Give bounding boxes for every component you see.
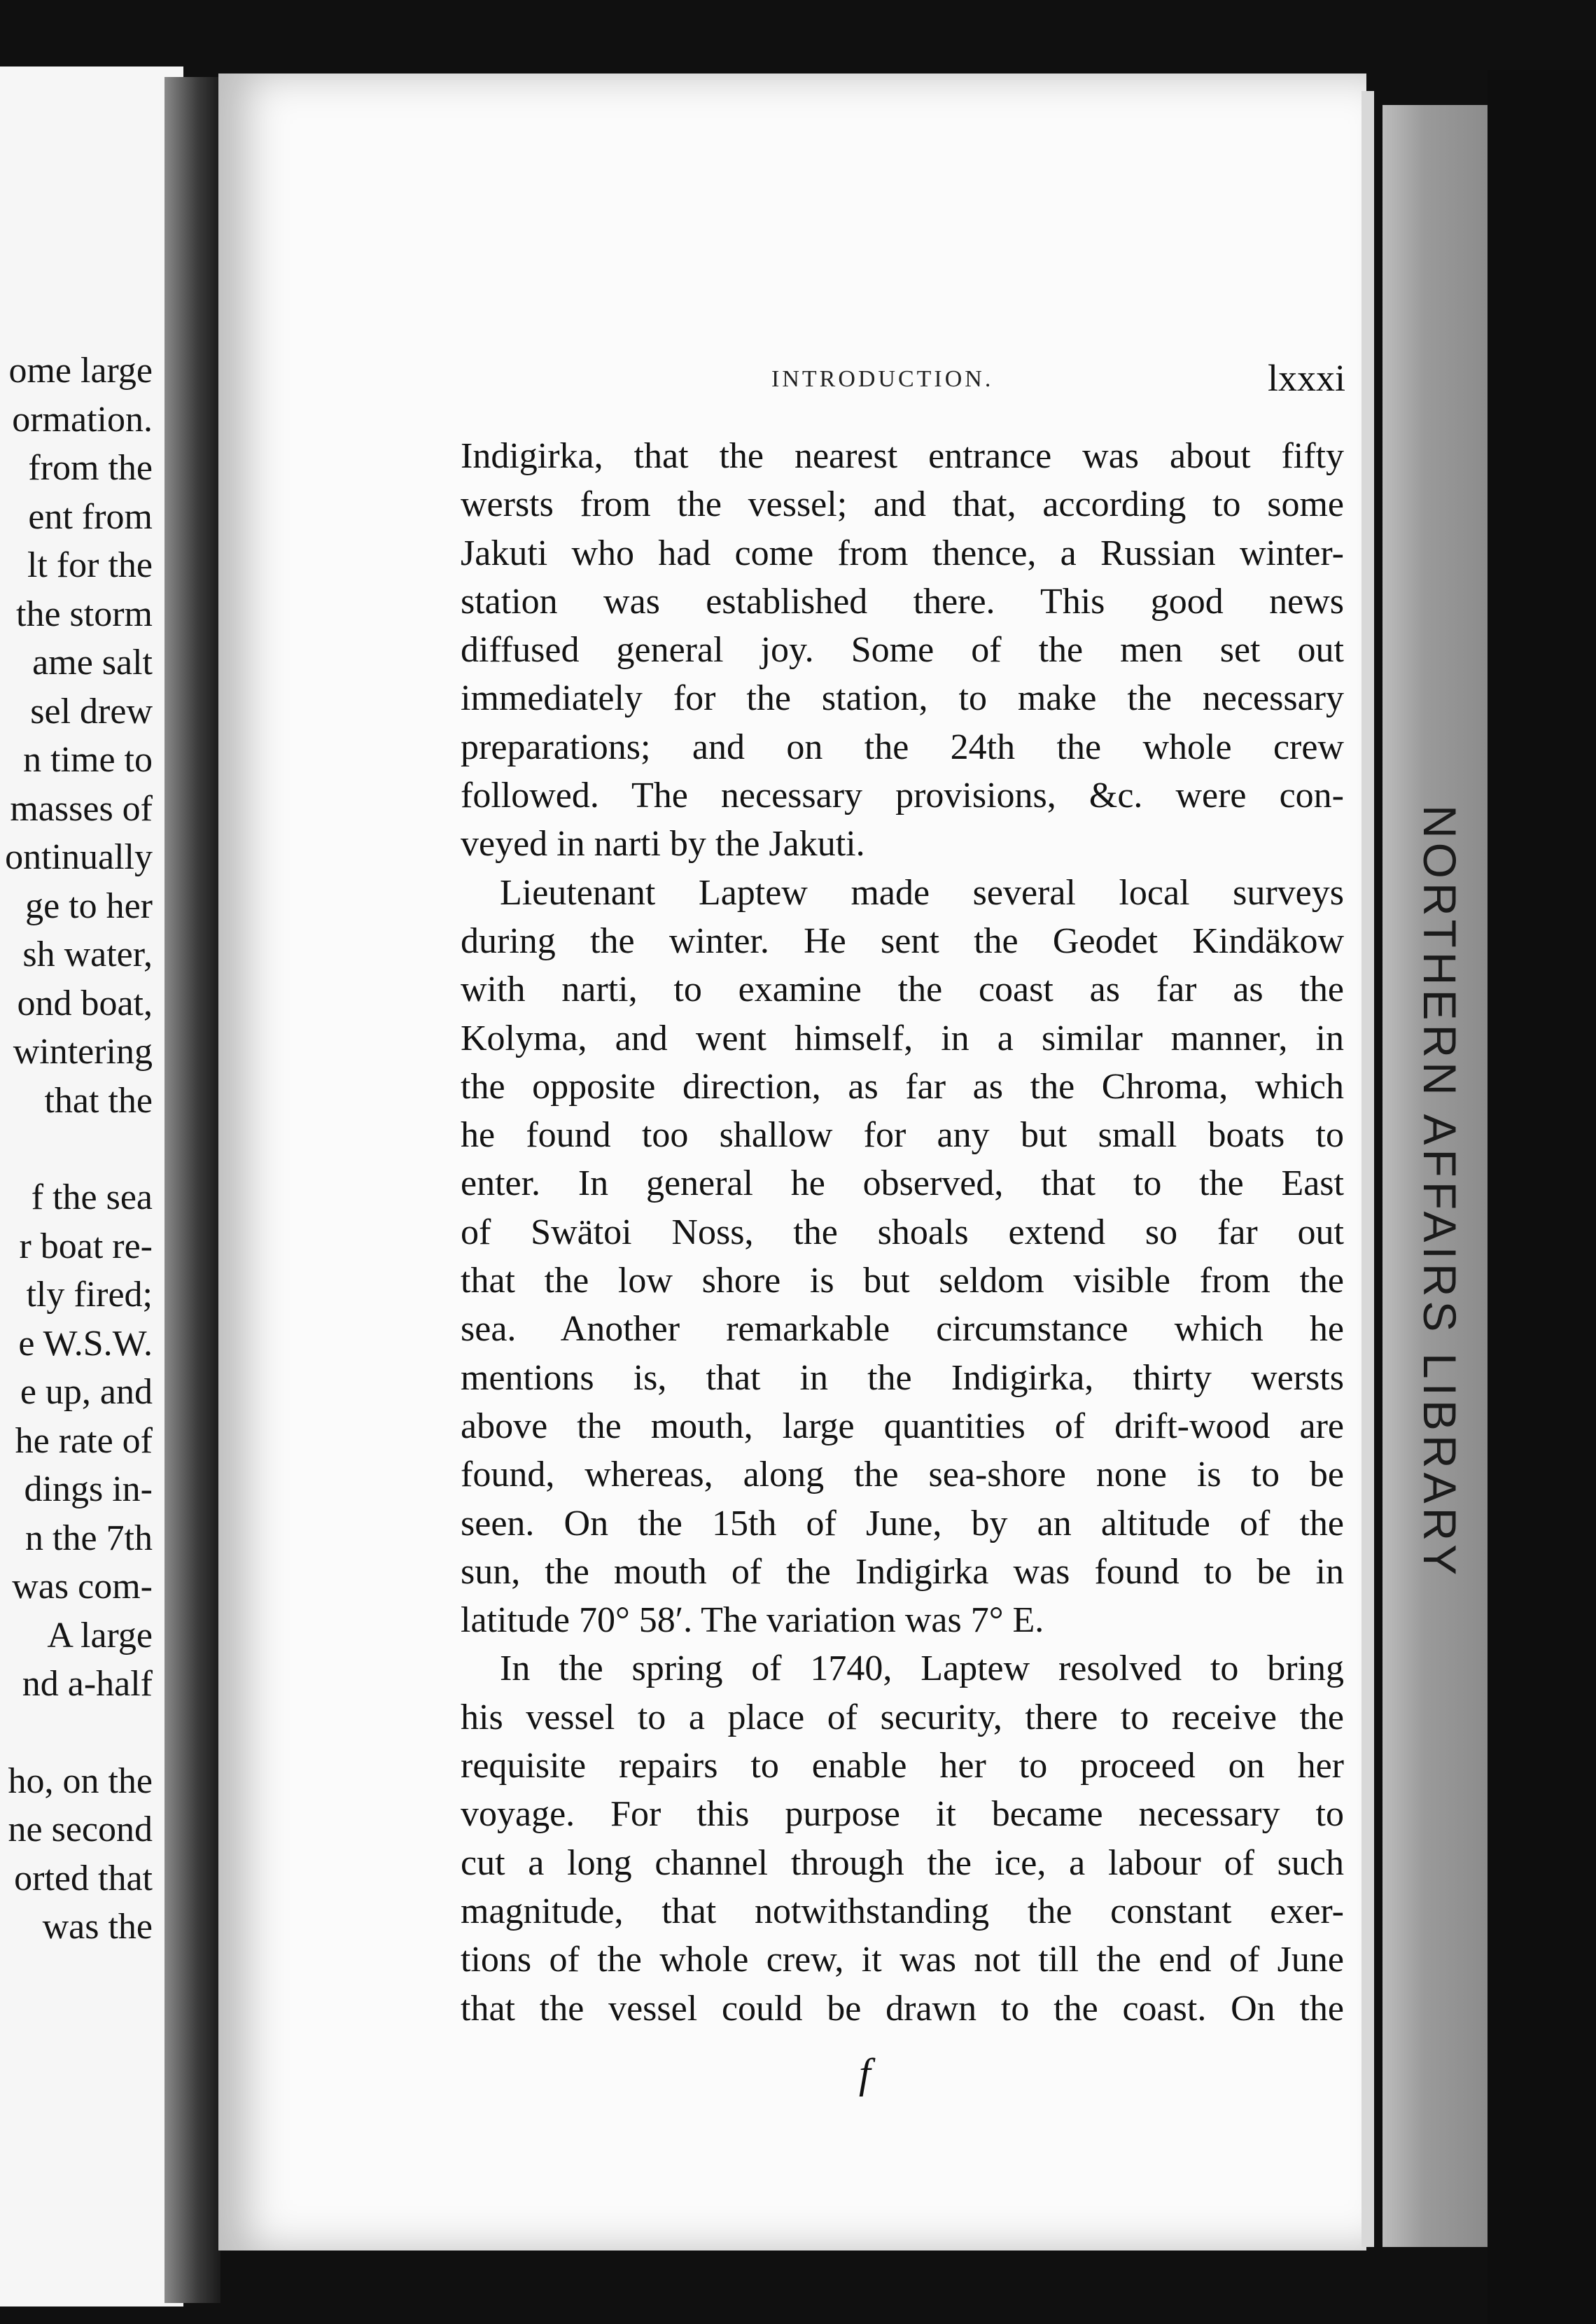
text-line: seen. On the 15th of June, by an altitude of the	[461, 1503, 1344, 1544]
left-line: was the	[42, 1907, 153, 1947]
left-line: he rate of	[15, 1420, 153, 1461]
left-line: ontinually	[5, 837, 153, 877]
left-line: ge to her	[25, 886, 153, 926]
main-page	[218, 74, 1366, 2250]
spine-label-text: NORTHERN AFFAIRS LIBRARY	[1414, 805, 1466, 1580]
left-line: ome large	[8, 351, 153, 391]
text-line: followed. The necessary provisions, &c. were con-	[461, 776, 1344, 816]
left-line: ho, on the	[8, 1760, 153, 1801]
text-line: found, whereas, along the sea-shore none is to be	[461, 1455, 1344, 1495]
text-line: voyage. For this purpose it became necessary to	[461, 1794, 1344, 1835]
left-line: masses of	[10, 788, 153, 829]
left-line: was com-	[12, 1567, 153, 1606]
text-line: sea. Another remarkable circumstance which he	[461, 1309, 1344, 1350]
text-line: with narti, to examine the coast as far as the	[461, 969, 1344, 1010]
text-line: that the vessel could be drawn to the coast. On the	[461, 1988, 1344, 2029]
book-gutter	[164, 77, 220, 2303]
left-line: r boat re-	[19, 1226, 153, 1266]
left-line: f the sea	[31, 1177, 153, 1217]
left-page-text	[0, 346, 153, 1952]
page-header	[771, 357, 1345, 402]
signature-mark: f	[859, 2050, 871, 2096]
left-line: ond boat,	[17, 983, 153, 1023]
text-line: of Swätoi Noss, the shoals extend so far out	[461, 1212, 1344, 1252]
left-line: sel drew	[30, 691, 153, 732]
left-line: n time to	[23, 740, 153, 780]
left-line: wintering	[13, 1032, 153, 1072]
text-line: veyed in narti by the Jakuti.	[461, 824, 865, 864]
book-spine	[1382, 105, 1488, 2247]
left-line: ne second	[8, 1809, 153, 1849]
left-line: lt for the	[27, 545, 153, 585]
text-line: latitude 70° 58′. The variation was 7° E.	[461, 1600, 1044, 1641]
spine-label	[1404, 805, 1466, 1855]
text-line: wersts from the vessel; and that, according to some	[461, 484, 1344, 525]
text-line: diffused general joy. Some of the men set out	[461, 630, 1344, 671]
left-line: A large	[47, 1615, 153, 1656]
paragraph-gap	[0, 1125, 153, 1173]
text-line: Kolyma, and went himself, in a similar manner, in	[461, 1018, 1344, 1058]
left-line: e W.S.W.	[18, 1323, 153, 1364]
text-line: tions of the whole crew, it was not till the end of June	[461, 1940, 1344, 1980]
text-line: Indigirka, that the nearest entrance was about fifty	[461, 436, 1344, 476]
text-line: preparations; and on the 24th the whole crew	[461, 727, 1344, 767]
left-line: the storm	[16, 594, 153, 634]
text-line: magnitude, that notwithstanding the constant exer-	[461, 1891, 1344, 1931]
left-line: from the	[28, 448, 153, 488]
text-line: he found too shallow for any but small boats to	[461, 1115, 1344, 1156]
text-line: sun, the mouth of the Indigirka was found to be in	[461, 1551, 1344, 1592]
text-line: during the winter. He sent the Geodet Kindäkow	[461, 920, 1344, 961]
text-line: above the mouth, large quantities of drift-wood are	[461, 1406, 1344, 1446]
text-line: requisite repairs to enable her to proceed on her	[461, 1746, 1344, 1786]
left-line: ormation.	[12, 399, 153, 440]
text-line: the opposite direction, as far as the Chroma, which	[461, 1066, 1344, 1107]
body-text	[461, 432, 1344, 2033]
running-head: INTRODUCTION.	[771, 366, 994, 392]
left-line: nd a-half	[22, 1664, 153, 1704]
page-number: lxxxi	[1267, 357, 1345, 399]
left-line: orted that	[14, 1858, 153, 1898]
left-line: ent from	[28, 496, 153, 537]
facing-left-page	[0, 66, 183, 2306]
paragraph-gap	[0, 1709, 153, 1757]
left-line: that the	[44, 1080, 153, 1121]
left-line: sh water,	[22, 934, 153, 974]
text-line: Lieutenant Laptew made several local surveys	[500, 872, 1344, 913]
left-line: e up, and	[20, 1372, 153, 1412]
text-line: Jakuti who had come from thence, a Russian winter-	[461, 533, 1344, 573]
text-line: immediately for the station, to make the necessary	[461, 678, 1344, 719]
text-line: mentions is, that in the Indigirka, thirty wersts	[461, 1357, 1344, 1398]
text-line: enter. In general he observed, that to the East	[461, 1163, 1344, 1204]
text-line: cut a long channel through the ice, a labour of such	[461, 1842, 1344, 1883]
text-line: In the spring of 1740, Laptew resolved to bring	[500, 1648, 1344, 1689]
text-line: station was established there. This good news	[461, 581, 1344, 622]
left-line: ame salt	[32, 643, 153, 682]
left-line: dings in-	[24, 1469, 153, 1509]
text-line: that the low shore is but seldom visible from the	[461, 1261, 1344, 1301]
scan-dark-edge	[1488, 70, 1596, 2324]
page-edge	[1362, 91, 1374, 2247]
left-line: tly fired;	[26, 1275, 153, 1315]
left-line: n the 7th	[25, 1518, 153, 1558]
text-line: his vessel to a place of security, there to receive the	[461, 1697, 1344, 1737]
